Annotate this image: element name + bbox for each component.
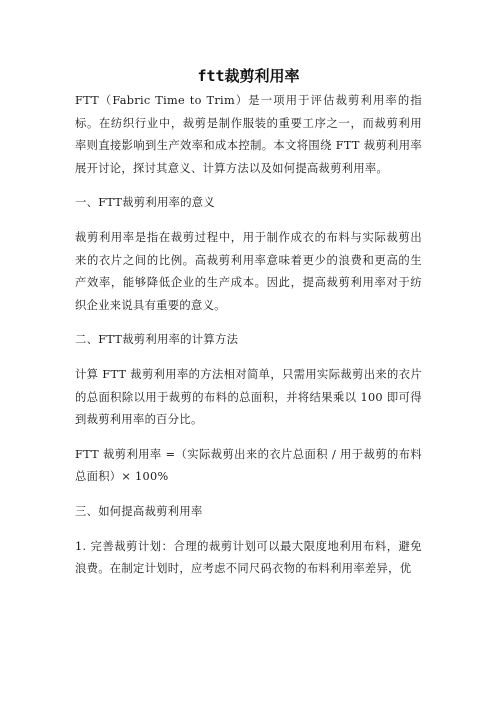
formula-text: FTT 裁剪利用率 =（实际裁剪出来的衣片总面积 / 用于裁剪的布料总面积）× 100% — [75, 447, 422, 484]
section-heading-improvement: 三、如何提高裁剪利用率 — [75, 504, 203, 518]
section-heading-calculation: 二、FTT裁剪利用率的计算方法 — [75, 333, 239, 347]
section-body-significance: 裁剪利用率是指在裁剪过程中，用于制作成衣的布料与实际裁剪出来的衣片之间的比例。高裁剪利用率意味着更少的浪费和更高的生产效率，能够降低企业的生产成本。因此，提高裁剪利用率对于纺织企业来说具有重要的意义。 — [75, 230, 422, 312]
section-body-improvement: 1. 完善裁剪计划：合理的裁剪计划可以最大限度地利用布料，避免浪费。在制定计划时，应考虑不同尺码衣物的布料利用率差异，优 — [75, 539, 422, 576]
intro-paragraph: FTT（Fabric Time to Trim）是一项用于评估裁剪利用率的指标。在纺织行业中，裁剪是制作服装的重要工序之一，而裁剪利用率则直接影响到生产效率和成本控制。本文将围绕 FTT 裁剪利用率展开讨论，探讨其意义、计算方法以及如何提高裁剪利用率。 — [75, 94, 422, 175]
section-heading-significance: 一、FTT裁剪利用率的意义 — [75, 196, 215, 210]
document-title: ftt裁剪利用率 — [197, 67, 300, 85]
section-body-calculation: 计算 FTT 裁剪利用率的方法相对简单，只需用实际裁剪出来的衣片的总面积除以用于裁剪的布料的总面积，并将结果乘以 100 即可得到裁剪利用率的百分比。 — [75, 367, 422, 427]
